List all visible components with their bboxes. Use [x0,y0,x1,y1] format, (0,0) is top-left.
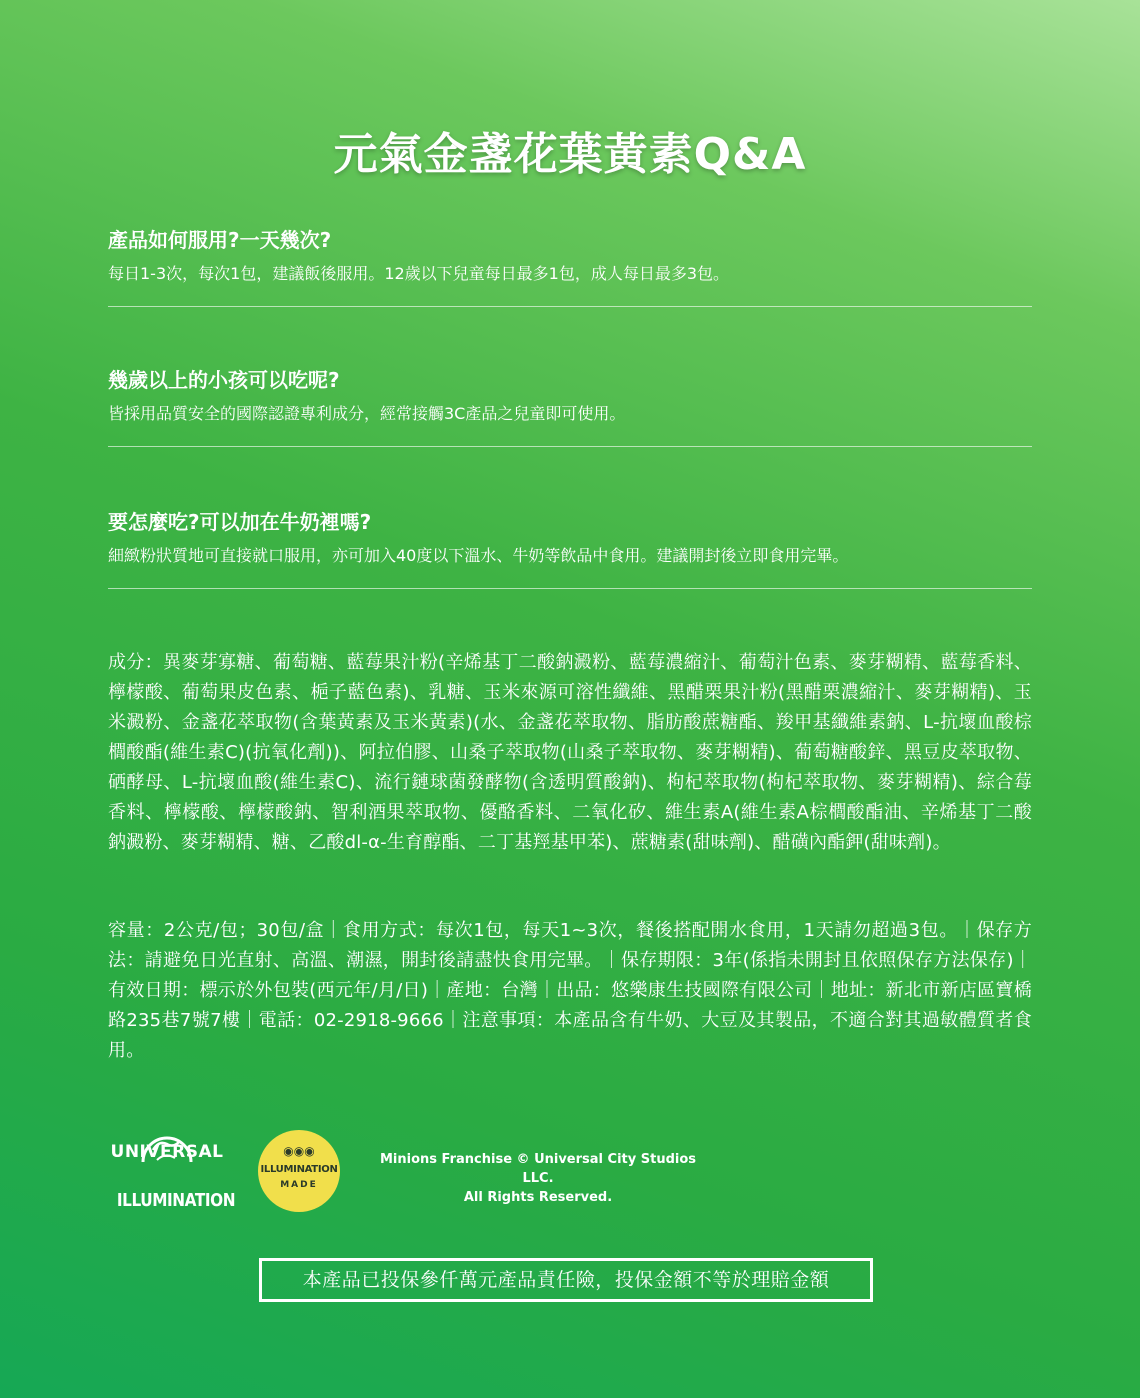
answer: 每日1-3次，每次1包，建議飯後服用。12歲以下兒童每日最多1包，成人每日最多3包。 [108,264,730,283]
insurance-notice: 本產品已投保參仟萬元產品責任險，投保金額不等於理賠金額 [259,1258,873,1302]
ingredients-text: 成分：異麥芽寡糖、葡萄糖、藍莓果汁粉(辛烯基丁二酸鈉澱粉、藍莓濃縮汁、葡萄汁色素、麥芽糊精、藍莓香料、檸檬酸、葡萄果皮色素、梔子藍色素)、乳糖、玉米來源可溶性纖維、黑醋栗果汁粉(黑醋栗濃縮汁、麥芽糊精)、玉米澱粉、金盞花萃取物(含葉黃素及玉米黃素)(水、金盞花萃取物、脂肪酸蔗糖酯、羧甲基纖維素鈉、L-抗壞血酸棕櫚酸酯(維生素C)(抗氧化劑))、阿拉伯膠、山桑子萃取物(山桑子萃取物、麥芽糊精)、葡萄糖酸鋅、黑豆皮萃取物、硒酵母、L-抗壞血酸(維生素C)、流行鏈球菌發酵物(含透明質酸鈉)、枸杞萃取物(枸杞萃取物、麥芽糊精)、綜合莓香料、檸檬酸、檸檬酸鈉、智利酒果萃取物、優酪香料、二氧化矽、維生素A(維生素A棕櫚酸酯油、辛烯基丁二酸鈉澱粉、麥芽糊精、糖、乙酸dl-α-生育醇酯、二丁基羥基甲苯)、蔗糖素(甜味劑)、醋磺內酯鉀(甜味劑)。 [108,652,1032,853]
badge-line-1: ILLUMINATION [260,1164,338,1175]
question: 產品如何服用?一天幾次? [108,228,332,252]
divider [108,306,1032,307]
answer: 皆採用品質安全的國際認證專利成分，經常接觸3C產品之兒童即可使用。 [108,404,626,423]
badge-line-2: MADE [280,1180,318,1190]
universal-wordmark: UNIVERSAL [110,1142,224,1162]
page-title: 元氣金盞花葉黃素Q&A [333,129,807,180]
logo-row [108,1120,1032,1230]
divider [108,588,1032,589]
product-info-text: 容量：2公克/包；30包/盒｜食用方式：每次1包，每天1~3次，餐後搭配開水食用，1天請勿超過3包。｜保存方法：請避免日光直射、高溫、潮濕，開封後請盡快食用完畢。｜保存期限：3年(係指未開封且依照保存方法保存)｜有效日期：標示於外包裝(西元年/月/日)｜產地：台灣｜出品：悠樂康生技國際有限公司｜地址：新北市新店區寶橋路235巷7號7樓｜電話：02-2918-9666｜注意事項：本產品含有牛奶、大豆及其製品，不適合對其過敏體質者食用。 [108,920,1032,1061]
illumination-wordmark: ILLUMINATION [116,1190,236,1211]
answer: 細緻粉狀質地可直接就口服用，亦可加入40度以下溫水、牛奶等飲品中食用。建議開封後立即食用完畢。 [108,546,849,565]
qa-item [108,508,1032,589]
question: 要怎麼吃?可以加在牛奶裡嗎? [108,510,372,534]
copyright-notice [373,1150,703,1207]
minion-faces-icon: ◉◉◉ [283,1144,315,1158]
copyright-line: Minions Franchise © Universal City Studios LLC. [380,1152,696,1186]
universal-illumination-logo [108,1120,236,1220]
question: 幾歲以上的小孩可以吃呢? [108,368,340,392]
divider [108,446,1032,447]
qa-item [108,366,1032,447]
illumination-made-badge [258,1130,340,1212]
qa-item [108,226,1032,307]
copyright-line: All Rights Reserved. [463,1190,613,1205]
